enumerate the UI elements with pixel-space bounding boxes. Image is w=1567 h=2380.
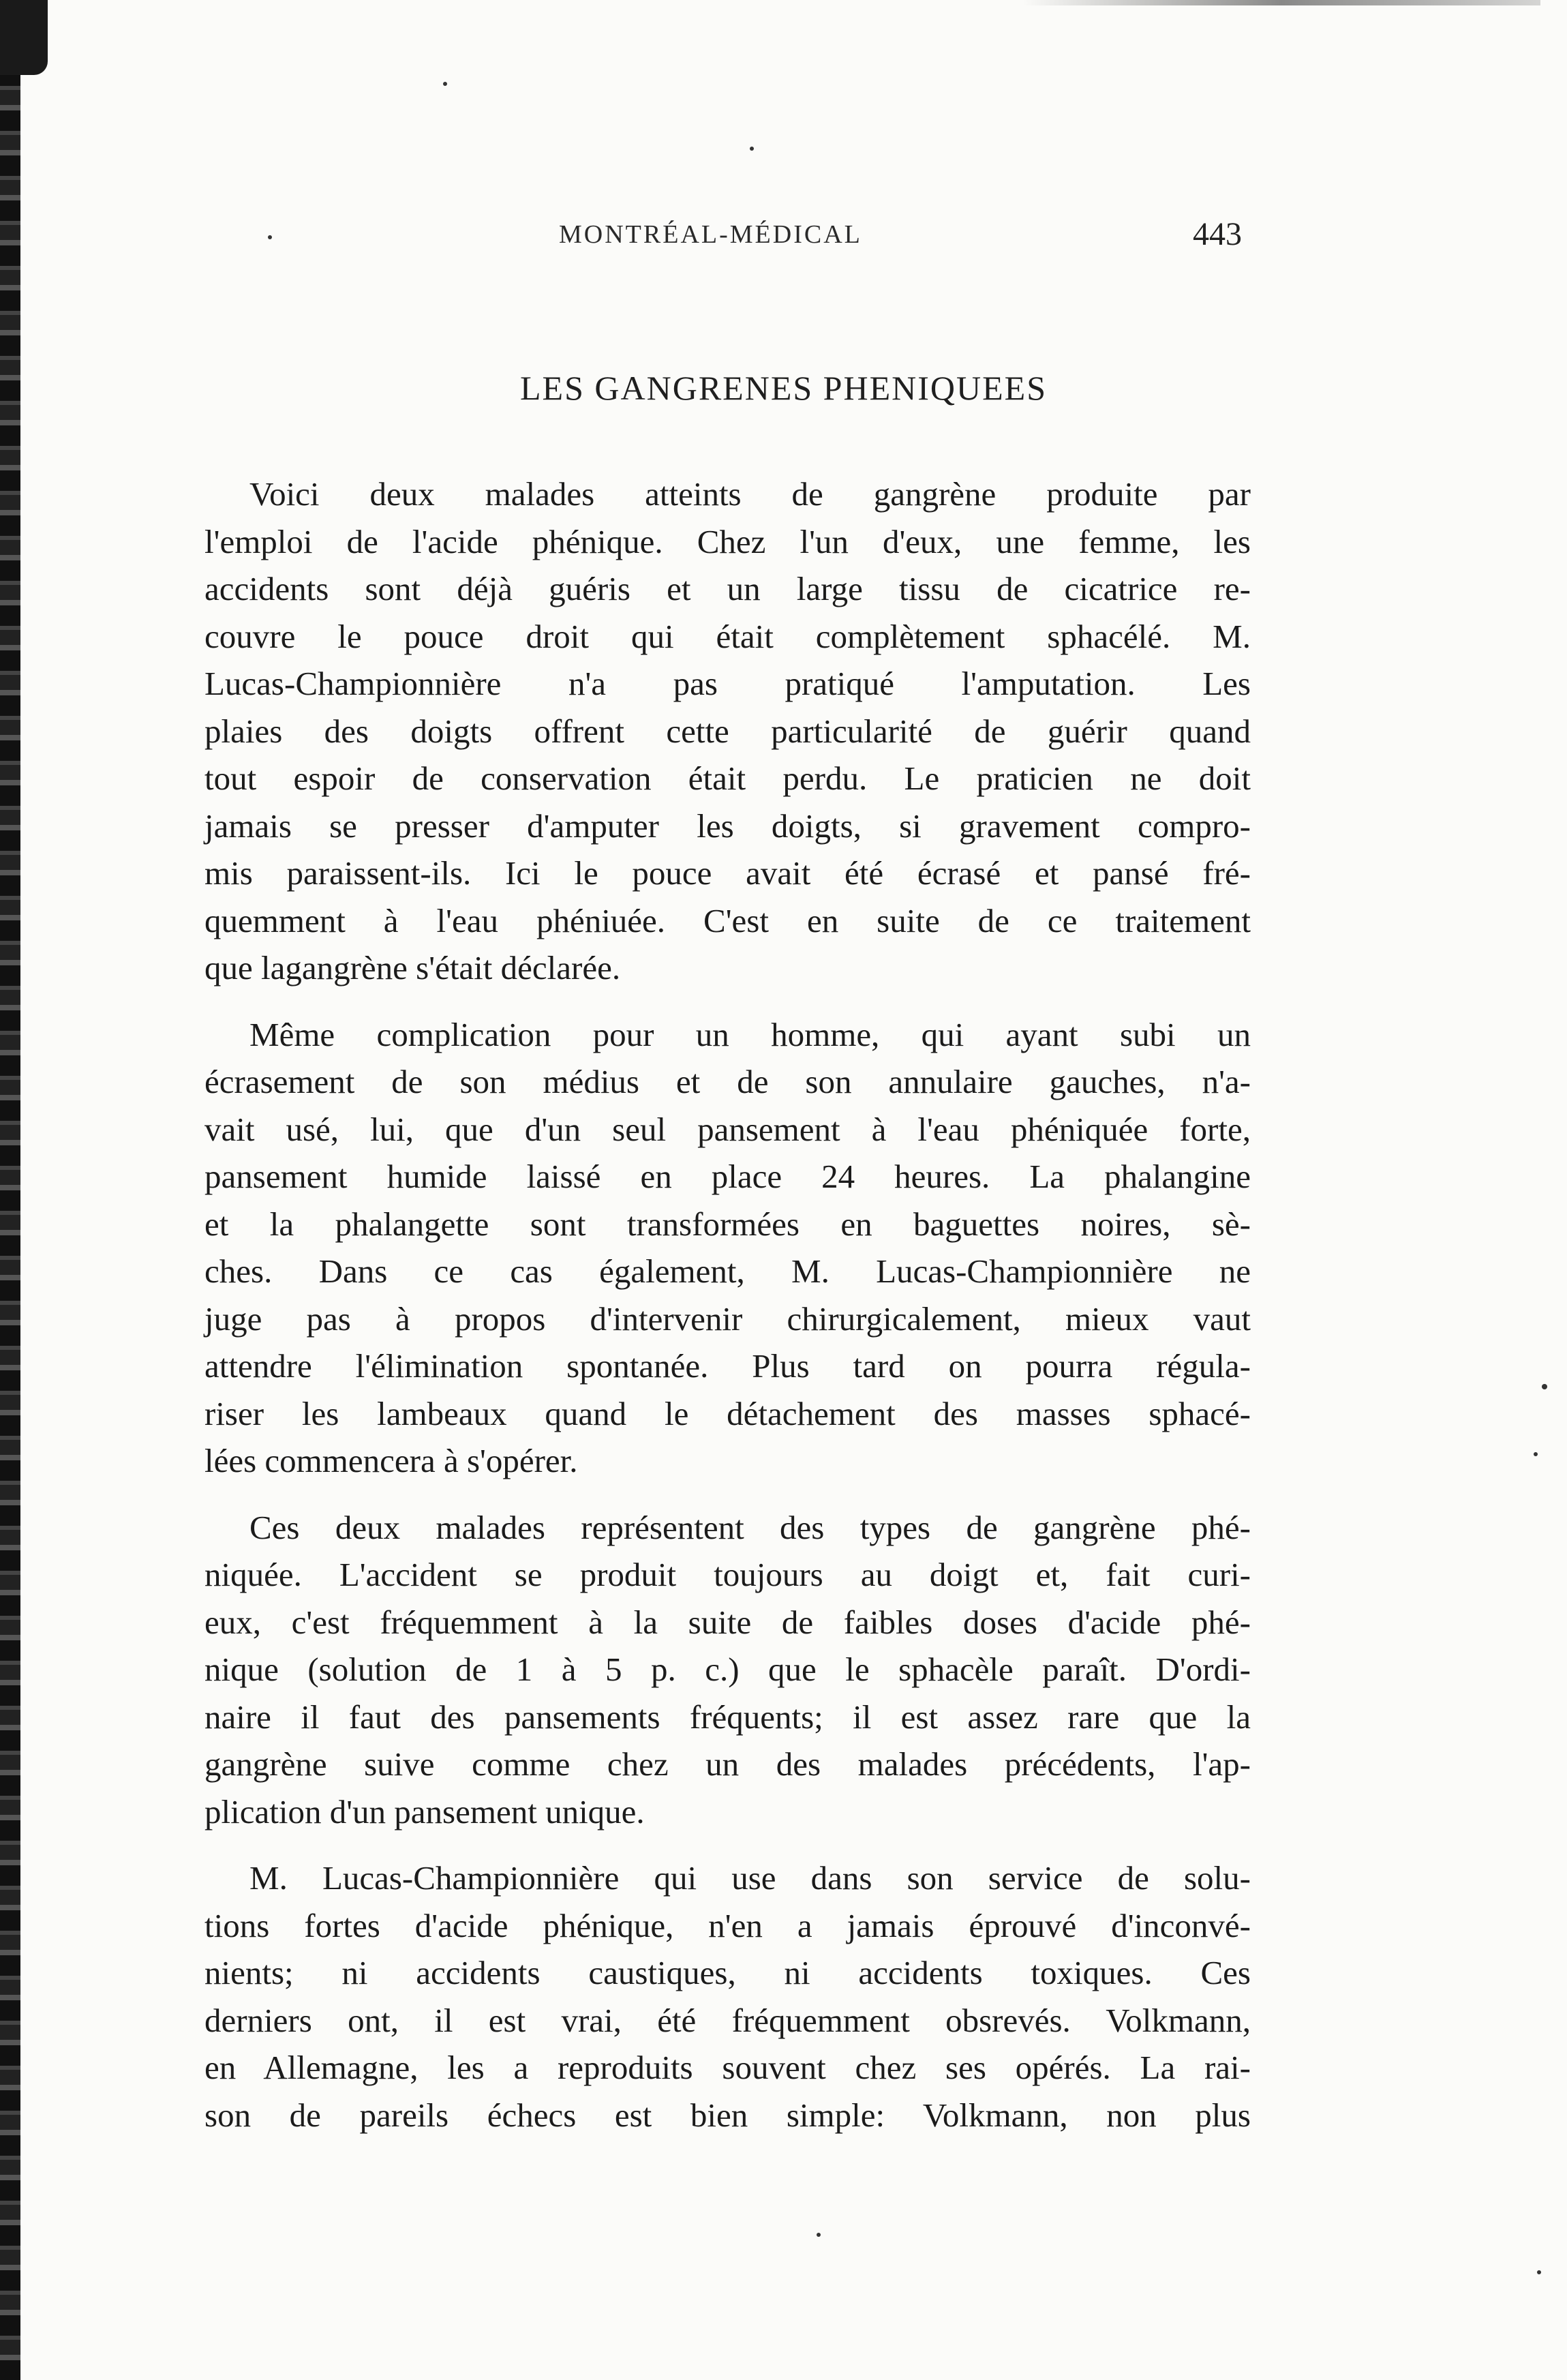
text-line: que lagangrène s'était déclarée. — [204, 949, 621, 986]
text-line: nique (solution de 1 à 5 p. c.) que le sphacèle paraît. D'ordi- — [204, 1651, 1251, 1688]
running-header — [0, 216, 1567, 260]
text-line: M. Lucas-Championnière qui use dans son service de solu- — [249, 1859, 1251, 1897]
text-line: couvre le pouce droit qui était complètement sphacélé. M. — [204, 617, 1251, 655]
paragraph — [204, 470, 1251, 992]
text-line: lées commencera à s'opérer. — [204, 1442, 578, 1479]
text-line: tout espoir de conservation était perdu. Le praticien ne doit — [204, 759, 1251, 797]
scan-speck — [1537, 2270, 1541, 2274]
text-line: pansement humide laissé en place 24 heures. La phalangine — [204, 1158, 1251, 1195]
paragraph — [204, 1854, 1251, 2139]
text-line: son de pareils échecs est bien simple: Volkmann, non plus — [204, 2096, 1251, 2134]
scan-speck — [1542, 1384, 1547, 1389]
text-line: Ces deux malades représentent des types de gangrène phé- — [249, 1508, 1251, 1546]
text-line: nients; ni accidents caustiques, ni accidents toxiques. Ces — [204, 1954, 1251, 1991]
paragraph — [204, 1011, 1251, 1485]
scan-speck — [1534, 1452, 1538, 1456]
page-top-edge — [1022, 0, 1540, 5]
page-number: 443 — [1193, 216, 1242, 252]
text-line: eux, c'est fréquemment à la suite de faibles doses d'acide phé- — [204, 1603, 1251, 1641]
text-line: accidents sont déjà guéris et un large tissu de cicatrice re- — [204, 570, 1251, 607]
text-line: plaies des doigts offrent cette particularité de guérir quand — [204, 712, 1251, 750]
paragraph — [204, 1504, 1251, 1836]
text-line: attendre l'élimination spontanée. Plus tard on pourra régula- — [204, 1347, 1251, 1385]
text-line: vait usé, lui, que d'un seul pansement à l'eau phéniquée forte, — [204, 1110, 1251, 1148]
text-line: naire il faut des pansements fréquents; il est assez rare que la — [204, 1698, 1251, 1736]
text-line: tions fortes d'acide phénique, n'en a jamais éprouvé d'inconvé- — [204, 1906, 1251, 1944]
text-line: Lucas-Championnière n'a pas pratiqué l'amputation. Les — [204, 665, 1251, 702]
text-line: juge pas à propos d'intervenir chirurgicalement, mieux vaut — [204, 1299, 1251, 1338]
page-binding-edge — [0, 0, 20, 2380]
text-line: riser les lambeaux quand le détachement des masses sphacé- — [204, 1394, 1251, 1432]
text-line: écrasement de son médius et de son annulaire gauches, n'a- — [204, 1063, 1251, 1100]
scan-speck — [443, 82, 447, 86]
text-line: plication d'un pansement unique. — [204, 1792, 645, 1831]
text-line: Même complication pour un homme, qui ayant subi un — [249, 1015, 1251, 1053]
text-line: jamais se presser d'amputer les doigts, si gravement compro- — [204, 807, 1251, 845]
text-line: Voici deux malades atteints de gangrène produite par — [249, 475, 1251, 513]
scan-speck — [817, 2233, 821, 2237]
text-line: l'emploi de l'acide phénique. Chez l'un d'eux, une femme, les — [204, 522, 1251, 560]
text-line: quemment à l'eau phéniuée. C'est en suite de ce traitement — [204, 901, 1251, 939]
article-title: LES GANGRENES PHENIQUEES — [520, 369, 1047, 407]
text-line: derniers ont, il est vrai, été fréquemment obsrevés. Volkmann, — [204, 2001, 1251, 2039]
journal-title: MONTRÉAL-MÉDICAL — [559, 220, 862, 249]
text-line: et la phalangette sont transformées en baguettes noires, sè- — [204, 1205, 1251, 1243]
text-line: niquée. L'accident se produit toujours au doigt et, fait curi- — [204, 1556, 1251, 1593]
text-line: ches. Dans ce cas également, M. Lucas-Championnière ne — [204, 1252, 1251, 1290]
page-corner-shadow — [0, 0, 48, 75]
text-line: en Allemagne, les a reproduits souvent chez ses opérés. La rai- — [204, 2049, 1251, 2086]
text-line: gangrène suive comme chez un des malades précédents, l'ap- — [204, 1745, 1251, 1783]
scan-speck — [750, 147, 754, 151]
text-line: mis paraissent-ils. Ici le pouce avait été écrasé et pansé fré- — [204, 854, 1251, 892]
article-body — [204, 470, 1251, 2158]
